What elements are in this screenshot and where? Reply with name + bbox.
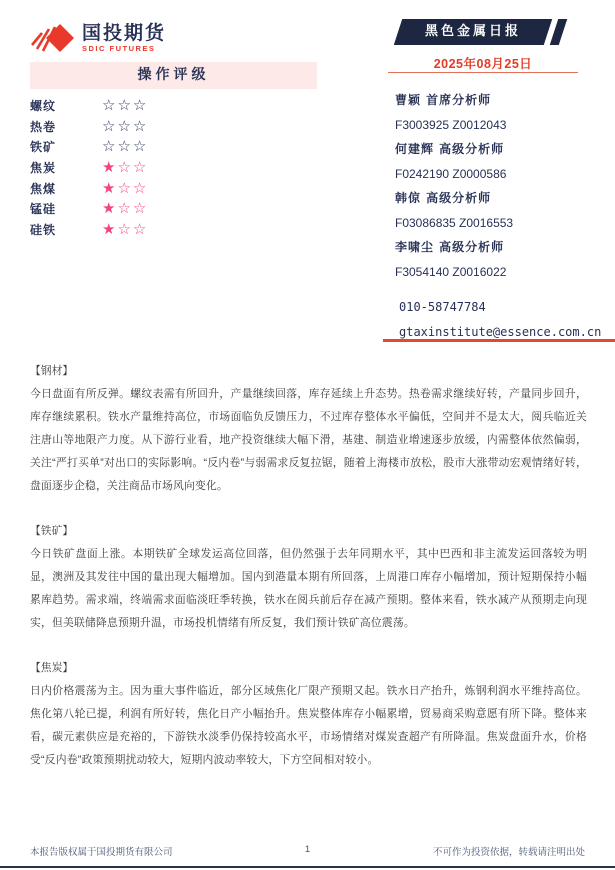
analyst-name: 李啸尘 高级分析师 bbox=[395, 240, 505, 254]
rating-list bbox=[30, 95, 317, 240]
logo-icon bbox=[30, 20, 76, 56]
star-rating: ☆☆☆ bbox=[102, 138, 149, 156]
brand-subtitle: SDIC FUTURES bbox=[82, 44, 156, 53]
banner-tail-stripe bbox=[550, 19, 567, 45]
commodity-label: 硅铁 bbox=[30, 222, 57, 237]
rating-row bbox=[30, 178, 317, 199]
analyst-name: 何建辉 高级分析师 bbox=[395, 142, 505, 156]
star-rating: ★☆☆ bbox=[102, 179, 149, 197]
footer-disclaimer: 不可作为投资依据，转载请注明出处 bbox=[432, 847, 585, 858]
rating-row bbox=[30, 198, 317, 219]
report-section bbox=[30, 360, 587, 498]
commodity-label: 锰硅 bbox=[30, 202, 57, 217]
report-title: 黑色金属日报 bbox=[424, 24, 521, 39]
contact-block bbox=[399, 295, 615, 345]
section-heading: 【铁矿】 bbox=[30, 525, 74, 537]
analyst-list bbox=[395, 88, 605, 284]
page-number: 1 bbox=[304, 844, 311, 855]
section-text: 今日盘面有所反弹。螺纹表需有所回升，产量继续回落，库存延续上升态势。热卷需求继续好转，产量同步回升，库存继续累积。铁水产量维持高位，市场面临负反馈压力，不过库存整体水平偏低，空间并不是太大，阅兵临近关注唐山等地限产力度。从下游行业看，地产投资继续大幅下滑，基建、制造业增速逐步放缓，内需整体依然偏弱，关注“严打买单”对出口的实际影响。“反内卷”与弱需求反复拉锯，随着上海楼市放松，股市大涨带动宏观情绪好转，盘面逐步企稳，关注商品市场风向变化。 bbox=[30, 388, 587, 492]
contact-email: gtaxinstitute@essence.com.cn bbox=[399, 325, 602, 339]
rating-panel-title: 操作评级 bbox=[30, 62, 317, 89]
analyst-name: 韩倞 高级分析师 bbox=[395, 191, 492, 205]
analyst-codes: F3003925 Z0012043 bbox=[395, 117, 507, 132]
report-banner bbox=[398, 19, 548, 45]
report-section bbox=[30, 520, 587, 635]
commodity-label: 热卷 bbox=[30, 119, 57, 134]
report-body bbox=[30, 360, 587, 794]
rating-row bbox=[30, 136, 317, 157]
section-heading: 【钢材】 bbox=[30, 365, 74, 377]
analyst-codes: F0242190 Z0000586 bbox=[395, 166, 507, 181]
star-rating: ★☆☆ bbox=[102, 220, 149, 238]
analyst-codes: F03086835 Z0016553 bbox=[395, 215, 514, 230]
contact-divider bbox=[383, 339, 615, 342]
brand-text bbox=[82, 20, 166, 53]
footer bbox=[30, 844, 585, 858]
rating-row bbox=[30, 219, 317, 240]
report-section bbox=[30, 657, 587, 772]
commodity-label: 铁矿 bbox=[30, 140, 57, 155]
analyst-name: 曹颖 首席分析师 bbox=[395, 93, 492, 107]
brand-logo bbox=[30, 20, 166, 56]
analyst-codes: F3054140 Z0016022 bbox=[395, 264, 507, 279]
footer-bottom-line bbox=[0, 866, 615, 868]
commodity-label: 焦炭 bbox=[30, 160, 57, 175]
footer-copyright: 本报告版权属于国投期货有限公司 bbox=[30, 847, 173, 858]
section-text: 日内价格震荡为主。因为重大事件临近，部分区域焦化厂限产预期又起。铁水日产抬升，炼钢利润水平维持高位。焦化第八轮已提，利润有所好转，焦化日产小幅抬升。焦炭整体库存小幅累增，贸易商采购意愿有所下降。整体来看，碳元素供应是充裕的，下游铁水淡季仍保持较高水平，市场情绪对煤炭查超产有所降温。焦炭盘面升水，价格受“反内卷”政策预期扰动较大，短期内波动率较大，下方空间相对较小。 bbox=[30, 685, 587, 766]
section-text: 今日铁矿盘面上涨。本期铁矿全球发运高位回落，但仍然强于去年同期水平，其中巴西和非主流发运回落较为明显，澳洲及其发往中国的量出现大幅增加。国内到港量本期有所回落，上周港口库存小幅增加，预计短期保持小幅累库趋势。需求端，终端需求面临淡旺季转换，铁水在阅兵前后存在减产预期。整体来看，铁水减产从预期走向现实，但美联储降息预期升温，市场投机情绪有所反复，我们预计铁矿高位震荡。 bbox=[30, 548, 587, 629]
rating-row bbox=[30, 95, 317, 116]
section-heading: 【焦炭】 bbox=[30, 662, 74, 674]
report-date: 2025年08月25日 bbox=[433, 57, 533, 71]
contact-phone: 010-58747784 bbox=[399, 300, 486, 314]
rating-row bbox=[30, 116, 317, 137]
star-rating: ★☆☆ bbox=[102, 200, 149, 218]
rating-row bbox=[30, 157, 317, 178]
star-rating: ☆☆☆ bbox=[102, 117, 149, 135]
brand-name: 国投期货 bbox=[82, 22, 167, 44]
commodity-label: 螺纹 bbox=[30, 98, 57, 113]
star-rating: ☆☆☆ bbox=[102, 96, 149, 114]
date-underline bbox=[388, 72, 578, 73]
star-rating: ★☆☆ bbox=[102, 158, 149, 176]
commodity-label: 焦煤 bbox=[30, 181, 57, 196]
